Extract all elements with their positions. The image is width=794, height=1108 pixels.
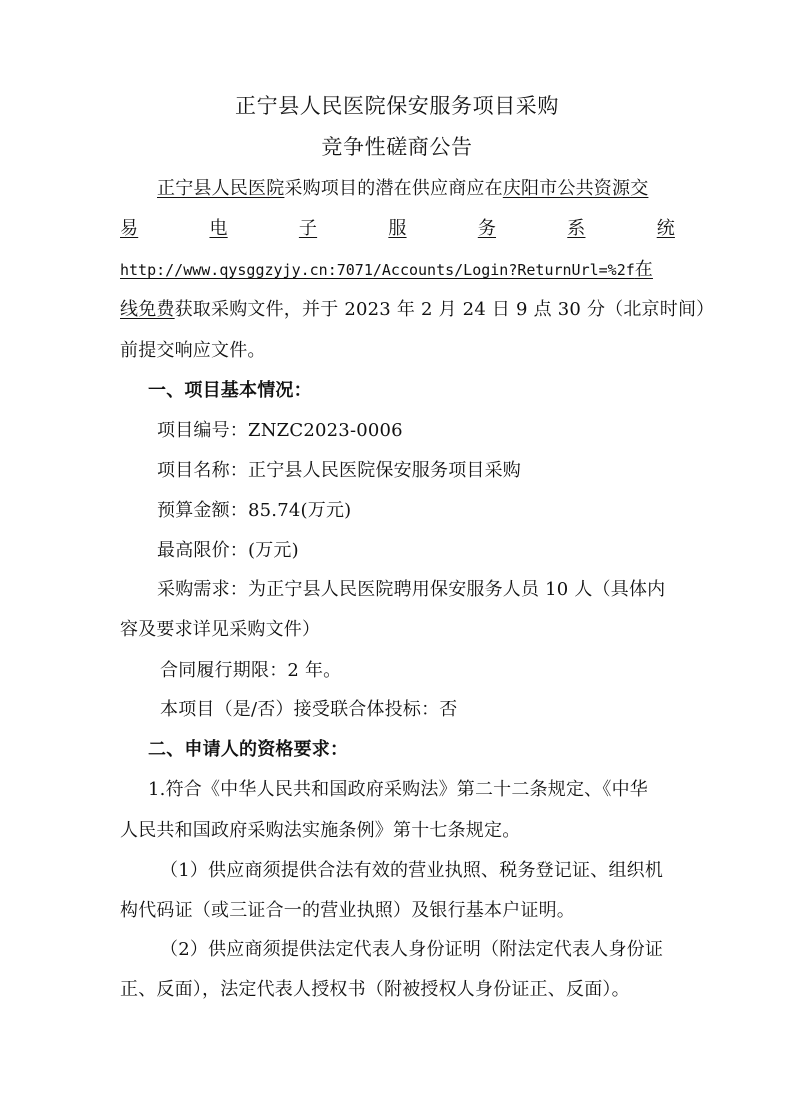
system-url-link[interactable]: http://www.qysggzyjy.cn:7071/Accounts/Login?ReturnUrl=%2f — [120, 261, 635, 279]
qualification-sub2-line-1: （2）供应商须提供法定代表人身份证明（附法定代表人身份证 — [160, 939, 664, 960]
free-link[interactable]: 线免费 — [120, 299, 175, 320]
spread-char-2: 子 — [298, 218, 318, 239]
document-subtitle: 竞争性磋商公告 — [321, 135, 473, 159]
intro-line-1 — [120, 177, 675, 201]
spread-char-4: 务 — [477, 218, 497, 239]
qualification-1-line-1: 1.符合《中华人民共和国政府采购法》第二十二条规定、《中华 — [148, 779, 648, 800]
demand-line-1: 采购需求：为正宁县人民医院聘用保安服务人员 10 人（具体内 — [157, 579, 666, 600]
qualification-1-line-2: 人民共和国政府采购法实施条例》第十七条规定。 — [120, 820, 521, 841]
project-name: 项目名称：正宁县人民医院保安服务项目采购 — [157, 460, 521, 481]
intro-line-5: 前提交响应文件。 — [120, 340, 266, 361]
project-number: 项目编号：ZNZC2023-0006 — [157, 420, 403, 441]
intro-line-3 — [120, 258, 675, 282]
intro-text-2: 获取采购文件，并于 2023 年 2 月 24 日 9 点 30 分（北京时间） — [174, 299, 715, 320]
purchaser-link[interactable]: 正宁县人民医院 — [157, 178, 285, 199]
section2-heading: 二、申请人的资格要求： — [148, 739, 349, 760]
intro-line-2[interactable] — [120, 217, 675, 241]
url-tail[interactable]: 在 — [634, 259, 653, 280]
spread-char-6: 统 — [656, 218, 675, 239]
qualification-sub1-line-2: 构代码证（或三证合一的营业执照）及银行基本户证明。 — [120, 900, 575, 921]
demand-line-2: 容及要求详见采购文件） — [120, 619, 321, 640]
spread-char-1: 电 — [209, 218, 228, 239]
trading-system-link[interactable]: 庆阳市公共资源交 — [502, 178, 649, 199]
section1-heading: 一、项目基本情况： — [148, 380, 312, 401]
qualification-sub1-line-1: （1）供应商须提供合法有效的营业执照、税务登记证、组织机 — [160, 860, 664, 881]
consortium-bid: 本项目（是/否）接受联合体投标：否 — [160, 699, 458, 720]
spread-char-3: 服 — [388, 218, 407, 239]
intro-text-1: 采购项目的潜在供应商应在 — [284, 178, 503, 199]
spread-char-5: 系 — [567, 218, 586, 239]
spread-char-0: 易 — [120, 218, 139, 239]
document-title: 正宁县人民医院保安服务项目采购 — [235, 94, 559, 118]
budget-amount: 预算金额：85.74(万元) — [157, 500, 352, 521]
qualification-sub2-line-2: 正、反面），法定代表人授权书（附被授权人身份证正、反面）。 — [120, 979, 630, 1000]
contract-period: 合同履行期限：2 年。 — [160, 660, 342, 681]
intro-line-4 — [120, 298, 715, 322]
max-price: 最高限价：(万元) — [157, 540, 299, 561]
